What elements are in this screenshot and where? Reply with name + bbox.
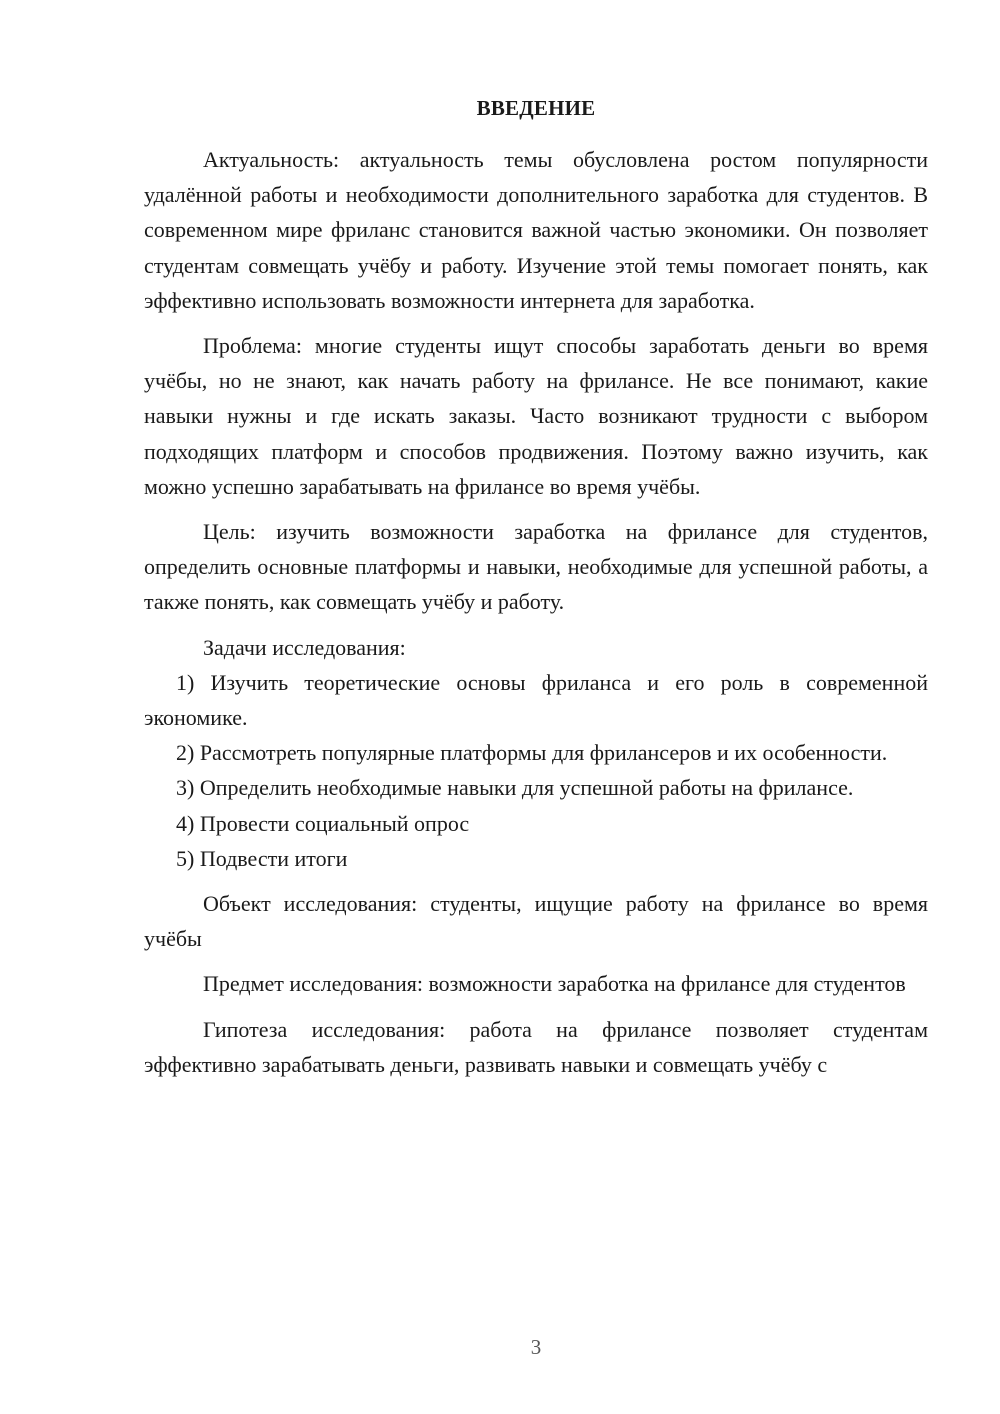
task-item-2: 2) Рассмотреть популярные платформы для фрилансеров и их особенности. — [176, 740, 888, 766]
problem-paragraph: Проблема: многие студенты ищут способы заработать деньги во время учёбы, но не знают, как начать работу на фрилансе. Не все понимают, какие навыки нужны и где искать заказы. Часто возникают трудности с выбором подходящих платформ и способов продвижения. Поэтому важно изучить, как можно успешно зарабатывать на фрилансе во время учёбы. — [144, 333, 928, 499]
document-body — [144, 142, 928, 1082]
task-item-3: 3) Определить необходимые навыки для успешной работы на фрилансе. — [176, 775, 854, 801]
hypothesis-paragraph: Гипотеза исследования: работа на фрилансе позволяет студентам эффективно зарабатывать деньги, развивать навыки и совмещать учёбу с — [144, 1016, 928, 1077]
goal-paragraph: Цель: изучить возможности заработка на фрилансе для студентов, определить основные платформы и навыки, необходимые для успешной работы, а также понять, как совмещать учёбу и работу. — [144, 519, 928, 615]
section-title: ВВЕДЕНИЕ — [476, 96, 596, 120]
page-number: 3 — [530, 1335, 542, 1359]
relevance-paragraph: Актуальность: актуальность темы обусловлена ростом популярности удалённой работы и необходимости дополнительного заработка для студентов. В современном мире фриланс становится важной частью экономики. Он позволяет студентам совмещать учёбу и работу. Изучение этой темы помогает понять, как эффективно использовать возможности интернета для заработка. — [144, 147, 928, 313]
task-item-5: 5) Подвести итоги — [176, 845, 348, 871]
task-item-1: 1) Изучить теоретические основы фриланса и его роль в современной экономике. — [144, 669, 928, 731]
subject-paragraph: Предмет исследования: возможности заработка на фрилансе для студентов — [203, 971, 906, 997]
object-paragraph: Объект исследования: студенты, ищущие работу на фрилансе во время учёбы — [144, 891, 928, 952]
tasks-heading: Задачи исследования: — [203, 634, 406, 660]
task-item-4: 4) Провести социальный опрос — [176, 810, 470, 836]
